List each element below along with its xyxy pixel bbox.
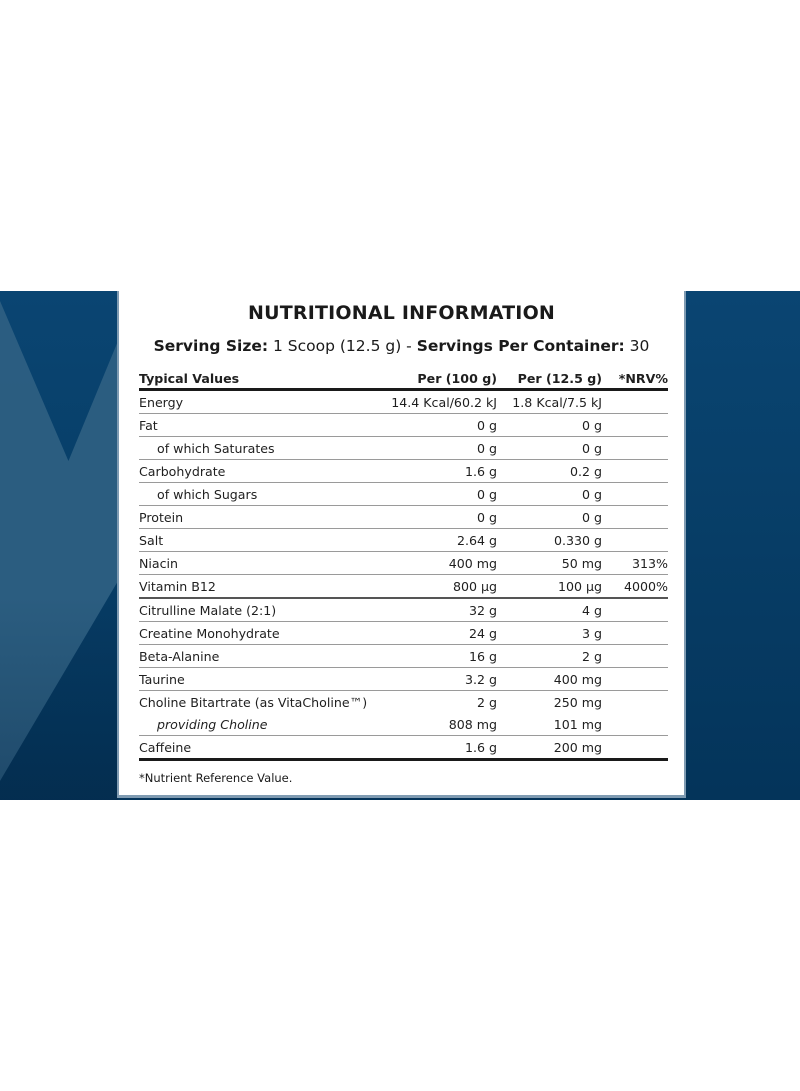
row-per100: 808 mg bbox=[377, 713, 497, 736]
row-nrv: 313% bbox=[602, 552, 668, 575]
row-nrv bbox=[602, 460, 668, 483]
table-row bbox=[139, 414, 668, 437]
header-nrv: *NRV% bbox=[602, 368, 668, 390]
servings-per-container-label: Servings Per Container: bbox=[416, 337, 625, 355]
table-row bbox=[139, 645, 668, 668]
table-row bbox=[139, 736, 668, 760]
serving-size-label: Serving Size: bbox=[153, 337, 269, 355]
row-nrv bbox=[602, 506, 668, 529]
nutrition-panel bbox=[117, 291, 686, 798]
row-name: Creatine Monohydrate bbox=[139, 622, 377, 645]
table-row bbox=[139, 598, 668, 622]
header-per-100g: Per (100 g) bbox=[377, 368, 497, 390]
nrv-footnote: *Nutrient Reference Value. bbox=[139, 771, 293, 785]
row-per100: 2 g bbox=[476, 694, 497, 710]
table-row bbox=[139, 668, 668, 691]
row-nrv bbox=[602, 598, 668, 622]
table-row bbox=[139, 390, 668, 414]
row-name: Carbohydrate bbox=[139, 460, 377, 483]
row-per100: 32 g bbox=[377, 598, 497, 622]
row-name: Salt bbox=[139, 529, 377, 552]
table-row bbox=[139, 529, 668, 552]
row-per100: 3.2 g bbox=[377, 668, 497, 691]
row-per-serving: 4 g bbox=[497, 598, 602, 622]
row-per-serving: 0.2 g bbox=[497, 460, 602, 483]
table-row bbox=[139, 483, 668, 506]
row-per-serving: 1.8 Kcal/7.5 kJ bbox=[497, 390, 602, 414]
row-name: Beta-Alanine bbox=[139, 645, 377, 668]
table-row bbox=[139, 506, 668, 529]
row-per-serving: 0 g bbox=[497, 483, 602, 506]
decorative-shade bbox=[0, 291, 118, 800]
row-nrv bbox=[602, 390, 668, 414]
row-nrv bbox=[602, 622, 668, 645]
row-per-serving: 0.330 g bbox=[497, 529, 602, 552]
serving-size-value: 1 Scoop (12.5 g) - bbox=[268, 337, 417, 355]
row-name: Fat bbox=[139, 414, 377, 437]
row-per-serving: 101 mg bbox=[497, 713, 602, 736]
table-row bbox=[139, 713, 668, 736]
row-per100: 1.6 g bbox=[377, 460, 497, 483]
row-nrv bbox=[602, 483, 668, 506]
serving-info bbox=[119, 337, 684, 355]
row-name: Taurine bbox=[139, 668, 377, 691]
row-name: Niacin bbox=[139, 552, 377, 575]
row-nrv bbox=[602, 736, 668, 760]
row-per-serving: 200 mg bbox=[497, 736, 602, 760]
row-name: Energy bbox=[139, 390, 377, 414]
row-name: Protein bbox=[139, 506, 377, 529]
table-row bbox=[139, 437, 668, 460]
row-name: of which Saturates bbox=[139, 437, 377, 460]
row-name: Vitamin B12 bbox=[139, 575, 377, 599]
row-per-serving: 2 g bbox=[497, 645, 602, 668]
panel-title: NUTRITIONAL INFORMATION bbox=[247, 302, 556, 324]
row-per100: 0 g bbox=[377, 483, 497, 506]
row-per-serving: 250 mg bbox=[553, 694, 602, 710]
header-typical-values: Typical Values bbox=[139, 368, 377, 390]
nutrition-table bbox=[139, 368, 668, 761]
table-row bbox=[139, 691, 668, 714]
row-nrv bbox=[602, 668, 668, 691]
row-per100: 0 g bbox=[377, 414, 497, 437]
row-nrv bbox=[602, 437, 668, 460]
row-per100: 2.64 g bbox=[377, 529, 497, 552]
table-row bbox=[139, 622, 668, 645]
header-per-serving: Per (12.5 g) bbox=[497, 368, 602, 390]
table-row bbox=[139, 552, 668, 575]
row-nrv: 4000% bbox=[602, 575, 668, 599]
row-name: of which Sugars bbox=[139, 483, 377, 506]
servings-per-container-value: 30 bbox=[624, 337, 650, 355]
row-name: Choline Bitartrate (as VitaCholine™) bbox=[139, 694, 368, 710]
row-per-serving: 50 mg bbox=[497, 552, 602, 575]
row-per100: 16 g bbox=[377, 645, 497, 668]
row-per-serving: 400 mg bbox=[497, 668, 602, 691]
row-per100: 400 mg bbox=[377, 552, 497, 575]
row-per100: 1.6 g bbox=[377, 736, 497, 760]
row-per100: 800 µg bbox=[377, 575, 497, 599]
row-name: Citrulline Malate (2:1) bbox=[139, 598, 377, 622]
row-per-serving: 0 g bbox=[497, 414, 602, 437]
row-nrv bbox=[602, 414, 668, 437]
table-row bbox=[139, 575, 668, 599]
row-nrv bbox=[602, 691, 668, 714]
row-per100: 0 g bbox=[377, 506, 497, 529]
row-per-serving: 3 g bbox=[497, 622, 602, 645]
row-per100: 0 g bbox=[377, 437, 497, 460]
row-per-serving: 100 µg bbox=[497, 575, 602, 599]
row-nrv bbox=[602, 645, 668, 668]
row-nrv bbox=[602, 713, 668, 736]
row-per-serving: 0 g bbox=[497, 506, 602, 529]
table-header-row bbox=[139, 368, 668, 390]
table-row bbox=[139, 460, 668, 483]
row-per100: 14.4 Kcal/60.2 kJ bbox=[377, 390, 497, 414]
row-name: providing Choline bbox=[139, 713, 377, 736]
row-per-serving: 0 g bbox=[497, 437, 602, 460]
row-name: Caffeine bbox=[139, 736, 377, 760]
row-per100: 24 g bbox=[377, 622, 497, 645]
row-nrv bbox=[602, 529, 668, 552]
